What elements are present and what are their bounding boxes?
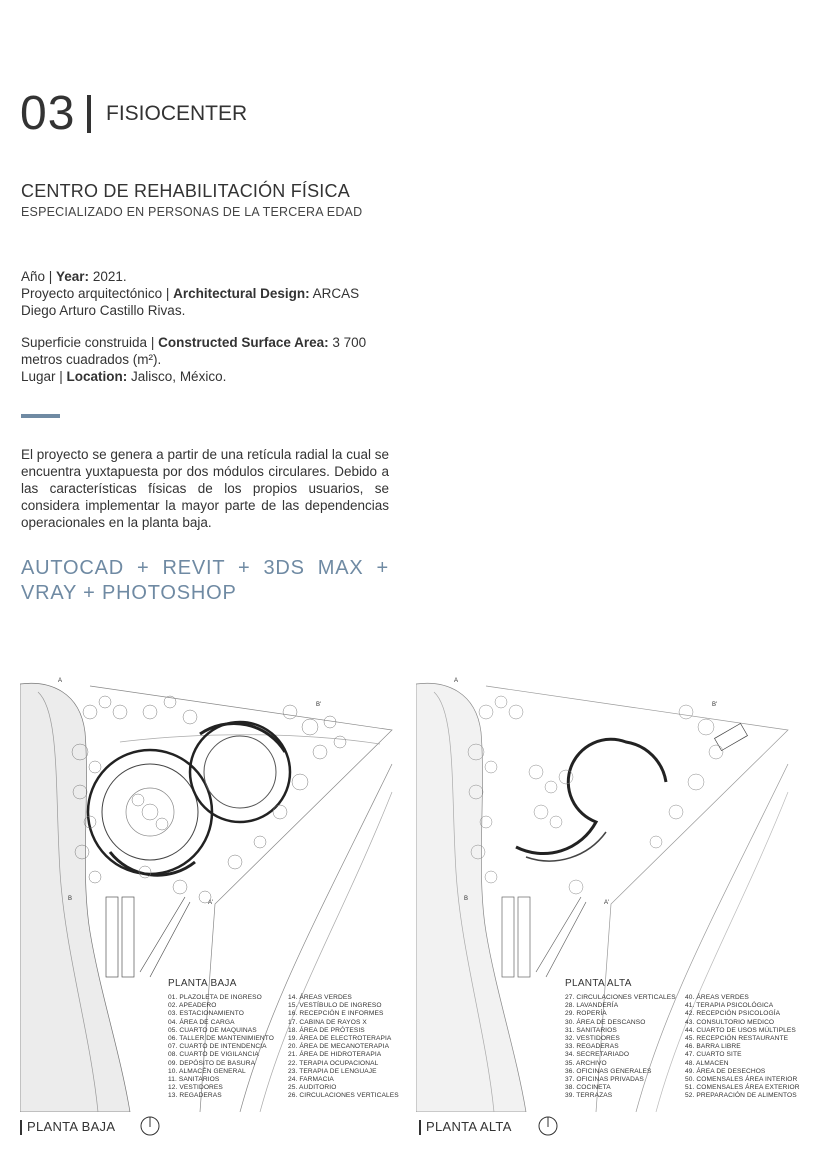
legend-item: 13. REGADERAS: [168, 1092, 222, 1100]
legend-item: 03. ESTACIONAMIENTO: [168, 1010, 245, 1018]
design-value: ARCAS: [309, 286, 360, 301]
legend-item: 35. ARCHIVO: [565, 1059, 607, 1067]
legend-item: 27. CIRCULACIONES VERTICALES: [565, 994, 676, 1001]
software-list: [21, 556, 389, 606]
legend-item: 29. ROPERÍA: [565, 1010, 607, 1018]
legend-item: 17. CABINA DE RAYOS X: [288, 1018, 367, 1026]
legend-item: 41. TERAPIA PSICOLÓGICA: [685, 1002, 774, 1010]
legend-item: 11. SANITARIOS: [168, 1076, 220, 1084]
legend-item: 38. COCINETA: [565, 1084, 611, 1092]
legend-item: 10. ALMACÉN GENERAL: [168, 1067, 246, 1075]
legend-item: 28. LAVANDERÍA: [565, 1002, 619, 1010]
header-divider: [87, 95, 91, 133]
caption-planta-alta: PLANTA ALTA: [426, 1119, 512, 1134]
legend-item: 16. RECEPCIÓN E INFORMES: [288, 1010, 384, 1018]
north-arrow-icon: [538, 1116, 558, 1136]
legend-item: 43. CONSULTORIO MEDICO: [685, 1018, 775, 1026]
section-mark-a-prime: A': [208, 900, 214, 906]
legend-item: 19. ÁREA DE ELECTROTERAPIA: [288, 1035, 392, 1043]
legend-item: 42. RECEPCIÓN PSICOLOGÍA: [685, 1010, 781, 1018]
legend-item: 07. CUARTO DE INTENDENCIA: [168, 1043, 267, 1051]
legend-item: 46. BARRA LIBRE: [685, 1043, 741, 1051]
legend-item: 31. SANITARIOS: [565, 1026, 617, 1034]
location-line: [21, 368, 401, 385]
legend-item: 12. VESTIDORES: [168, 1084, 223, 1092]
legend-item: 09. DEPÓSITO DE BASURA: [168, 1059, 256, 1067]
area-label-en: Constructed Surface Area:: [158, 335, 329, 350]
legend-item: 32. VESTIDORES: [565, 1035, 620, 1043]
section-mark-b: B: [464, 896, 469, 902]
area-line-2: metros cuadrados (m²).: [21, 352, 162, 367]
section-mark-a: A: [454, 678, 459, 684]
software-line-1: AUTOCAD + REVIT + 3DS MAX +: [21, 557, 389, 579]
legend-title-baja: PLANTA BAJA: [168, 978, 237, 989]
caption-bar-alta: [419, 1120, 421, 1135]
legend-item: 51. COMENSALES ÁREA EXTERIOR: [685, 1084, 800, 1092]
area-value: 3 700: [328, 335, 367, 350]
legend-item: 48. ALMACEN: [685, 1059, 729, 1067]
legend-item: 34. SECRETARIADO: [565, 1051, 630, 1059]
section-mark-a: A: [58, 678, 63, 684]
project-number: 03: [20, 87, 76, 140]
legend-item: 25. AUDITORIO: [288, 1084, 337, 1092]
legend-item: 30. ÁREA DE DESCANSO: [565, 1018, 646, 1026]
legend-item: 40. ÁREAS VERDES: [685, 994, 749, 1001]
legend-item: 15. VESTÍBULO DE INGRESO: [288, 1002, 382, 1010]
legend-item: 05. CUARTO DE MAQUINAS: [168, 1026, 257, 1034]
legend-baja-col2: [288, 994, 399, 1101]
legend-item: 50. COMENSALES ÁREA INTERIOR: [685, 1076, 798, 1084]
year-line: [21, 268, 401, 285]
legend-item: 18. ÁREA DE PRÓTESIS: [288, 1026, 365, 1034]
legend-item: 37. OFICINAS PRIVADAS: [565, 1076, 644, 1084]
legend-item: 01. PLAZOLETA DE INGRESO: [168, 994, 262, 1001]
legend-item: 02. APEADERO: [168, 1002, 217, 1010]
meta-block-2: [21, 334, 401, 385]
legend-item: 47. CUARTO SITE: [685, 1051, 742, 1059]
section-mark-a-prime: A': [604, 900, 610, 906]
meta-block-1: [21, 268, 401, 319]
design-line-2: Diego Arturo Castillo Rivas.: [21, 303, 186, 318]
area-line: [21, 334, 401, 351]
design-line: [21, 285, 401, 302]
year-label-en: Year:: [56, 269, 90, 284]
section-mark-b: B: [68, 896, 73, 902]
year-value: 2021.: [89, 269, 127, 284]
section-mark-b-prime: B': [316, 702, 322, 708]
legend-item: 49. ÁREA DE DESECHOS: [685, 1067, 766, 1075]
legend-baja-col1: [168, 994, 274, 1101]
project-description: El proyecto se genera a partir de una retícula radial la cual se encuentra yuxtapuesta por dos módulos circulares. Debido a las características físicas de los propios usuarios, se considera implementar la mayor parte de las dependencias operacionales en la planta baja.: [21, 447, 389, 530]
legend-item: 24. FARMACIA: [288, 1076, 334, 1084]
location-label-es: Lugar |: [21, 369, 67, 384]
location-value: Jalisco, México.: [127, 369, 227, 384]
design-label-en: Architectural Design:: [173, 286, 310, 301]
legend-item: 08. CUARTO DE VIGILANCIA: [168, 1051, 259, 1059]
project-name: FISIOCENTER: [106, 102, 248, 125]
legend-alta-col2: [685, 994, 800, 1101]
legend-item: 44. CUARTO DE USOS MÚLTIPLES: [685, 1026, 796, 1034]
legend-title-alta: PLANTA ALTA: [565, 978, 632, 989]
legend-item: 04. ÁREA DE CARGA: [168, 1018, 235, 1026]
accent-bar: [21, 414, 60, 418]
north-arrow-icon: [140, 1116, 160, 1136]
project-subtitle: ESPECIALIZADO EN PERSONAS DE LA TERCERA EDAD: [21, 205, 363, 219]
legend-item: 21. ÁREA DE HIDROTERAPIA: [288, 1051, 382, 1059]
legend-item: 23. TERAPIA DE LENGUAJE: [288, 1067, 377, 1075]
legend-item: 20. ÁREA DE MECANOTERAPIA: [288, 1043, 390, 1051]
year-label-es: Año |: [21, 269, 57, 284]
legend-item: 36. OFICINAS GENERALES: [565, 1067, 652, 1075]
legend-item: 33. REGADERAS: [565, 1043, 619, 1051]
legend-item: 06. TALLER DE MANTENIMIENTO: [168, 1035, 275, 1043]
legend-alta-col1: [565, 994, 676, 1101]
legend-item: 22. TERAPIA OCUPACIONAL: [288, 1059, 379, 1067]
project-title: CENTRO DE REHABILITACIÓN FÍSICA: [21, 181, 350, 201]
legend-item: 45. RECEPCIÓN RESTAURANTE: [685, 1035, 789, 1043]
legend-item: 52. PREPARACIÓN DE ALIMENTOS: [685, 1092, 797, 1100]
area-label-es: Superficie construida |: [21, 335, 159, 350]
caption-planta-baja: PLANTA BAJA: [27, 1119, 116, 1134]
design-label-es: Proyecto arquitectónico |: [21, 286, 174, 301]
legend-item: 26. CIRCULACIONES VERTICALES: [288, 1092, 399, 1100]
legend-item: 39. TERRAZAS: [565, 1092, 613, 1100]
section-mark-b-prime: B': [712, 702, 718, 708]
legend-item: 14. ÁREAS VERDES: [288, 994, 352, 1001]
caption-bar-baja: [20, 1120, 22, 1135]
software-line-2: VRAY + PHOTOSHOP: [21, 582, 237, 604]
location-label-en: Location:: [66, 369, 128, 384]
